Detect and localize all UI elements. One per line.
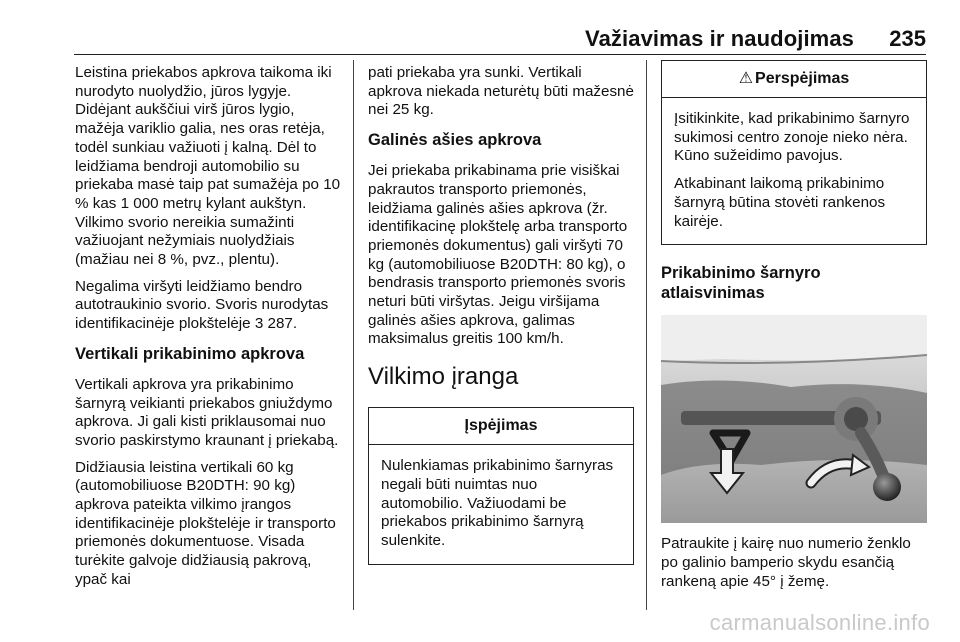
notice-text: Nulenkiamas prikabinimo šarnyras negali būti nuimtas nuo automobilio. Važiuodami be priekabos prikabinimo šarnyrą sulenkite. <box>381 457 614 549</box>
bumper-panel <box>661 315 927 361</box>
heading-towing-equipment: Vilkimo įranga <box>368 363 519 391</box>
paragraph-vertical-load-min: pati priekaba yra sunki. Vertikali apkrova niekada neturėtų būti mažesnė nei 25 kg. <box>368 64 634 119</box>
paragraph-combination-weight: Negalima viršyti leidžiamo bendro autotraukinio svorio. Svoris nurodytas identifikacinėje plokštelėje 3 287. <box>75 277 329 333</box>
heading-rear-axle-load: Galinės ašies apkrova <box>368 131 542 150</box>
watermark: carmanualsonline.info <box>709 610 930 635</box>
warning-triangle-icon: ⚠ <box>738 70 754 87</box>
chapter-title: Važiavimas ir naudojimas <box>585 26 854 51</box>
page-reference[interactable]: 3 287. <box>254 315 298 333</box>
warning-header <box>662 61 926 98</box>
column-1 <box>75 64 345 598</box>
column-2 <box>368 64 634 565</box>
page-header <box>0 0 960 56</box>
column-divider-1 <box>353 60 354 610</box>
paragraph-vertical-load-definition: Vertikali apkrova yra prikabinimo šarnyrą veikianti priekabos gniuždymo apkrova. Ji gali kisti priklausomai nuo svorio paskirstymo kraunant į priekabą. <box>75 375 339 449</box>
column-3 <box>661 60 927 599</box>
pivot-center <box>844 407 868 431</box>
tow-ball <box>873 473 901 501</box>
warning-box <box>661 60 927 245</box>
column-divider-2 <box>646 60 647 610</box>
paragraph-vertical-load-max: Didžiausia leistina vertikali 60 kg (automobiliuose B20DTH: 90 kg) apkrova pateikta vilkimo įrangos identifikacinėje plokštelėje ir transporto priemonės dokumentuose. Visada turėkite galvoje didžiausią pakrovą, ypač kai <box>75 458 336 588</box>
paragraph-release-instruction: Patraukite į kairę nuo numerio ženklo po galinio bamperio skydu esančią rankeną apie 45° į žemę. <box>661 535 911 590</box>
tow-hitch-release-illustration <box>661 315 927 523</box>
paragraph-rear-axle-load: Jei priekaba prikabinama prie visiškai pakrautos transporto priemonės, leidžiama galinės ašies apkrova (žr. identifikacinę plokštelę arba transporto priemonės dokumentus) gali viršyti 70 kg (automobiliuose B20DTH: 80 kg), o bendrasis transporto priemonės svoris neturi būti viršytas. Jeigu viršijama galinės ašies apkrova, galimas maksimalus greitis 100 km/h. <box>368 162 628 348</box>
notice-title: Įspėjimas <box>369 408 633 445</box>
heading-vertical-load: Vertikali prikabinimo apkrova <box>75 344 305 363</box>
paragraph-altitude: Leistina priekabos apkrova taikoma iki nurodyto nuolydžio, jūros lygyje. Didėjant aukščiui virš jūros lygio, mažėja variklio galia, nes oras retėja, todėl sunkiau važiuoti į kalną. Dėl to leidžiama bendroji automobilio su priekaba masė taip pat sumažėja po 10 % kas 1 000 metrų kylant aukštyn. Vilkimo svorio nereikia sumažinti važiuojant nežymiais nuolydžiais (mažiau nei 8 %, pvz., plentu). <box>75 64 341 269</box>
page-number: 235 <box>889 26 926 51</box>
heading-release-tow-hitch: Prikabinimo šarnyro atlaisvinimas <box>661 264 821 303</box>
warning-title: Perspėjimas <box>755 70 850 87</box>
warning-text-1: Įsitikinkite, kad prikabinimo šarnyro sukimosi centro zonoje nieko nėra. Kūno sužeidimo pavojus. <box>674 110 910 165</box>
warning-text-2: Atkabinant laikomą prikabinimo šarnyrą būtina stovėti rankenos kairėje. <box>674 175 886 230</box>
notice-box <box>368 407 634 565</box>
underbody <box>661 381 927 476</box>
header-divider <box>74 54 926 55</box>
